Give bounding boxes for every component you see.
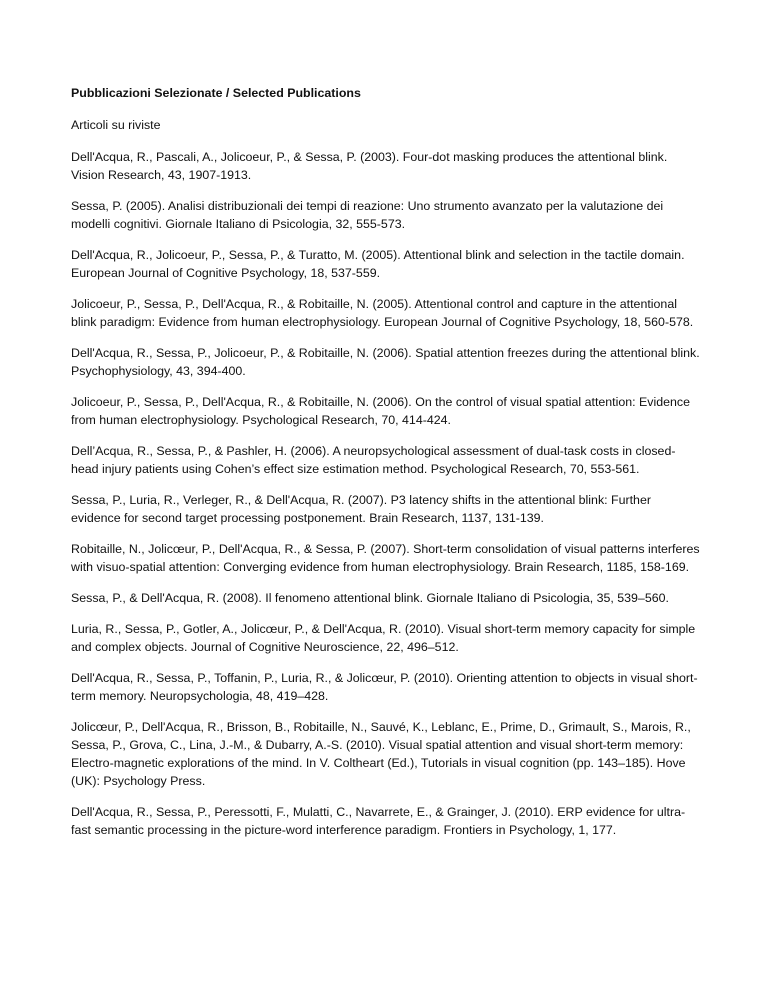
publication-entry: Jolicoeur, P., Sessa, P., Dell'Acqua, R., & Robitaille, N. (2006). On the control of visual spatial attention: Evidence from human electrophysiology. Psychological Research, 70, 414-424.	[71, 395, 691, 427]
section-title: Articoli su riviste	[71, 118, 161, 132]
publication-entry: Sessa, P. (2005). Analisi distribuzionali dei tempi di reazione: Uno strumento avanzato per la valutazione dei modelli cognitivi. Giornale Italiano di Psicologia, 32, 555-573.	[71, 199, 664, 231]
publication-entry: Sessa, P., & Dell'Acqua, R. (2008). Il fenomeno attentional blink. Giornale Italiano di Psicologia, 35, 539–560.	[71, 591, 669, 605]
publication-entry: Dell’Acqua, R., Sessa, P., & Pashler, H. (2006). A neuropsychological assessment of dual-task costs in closed-head injury patients using Cohen’s effect size estimation method. Psychological Research, 70, 553-561.	[71, 444, 676, 476]
document-page	[71, 84, 701, 852]
publication-entry: Dell'Acqua, R., Sessa, P., Jolicoeur, P., & Robitaille, N. (2006). Spatial attention freezes during the attentional blink. Psychophysiology, 43, 394-400.	[71, 346, 700, 378]
publication-entry: Jolicoeur, P., Sessa, P., Dell'Acqua, R., & Robitaille, N. (2005). Attentional control and capture in the attentional blink paradigm: Evidence from human electrophysiology. European Journal of Cognitive Psychology, 18, 560-578.	[71, 297, 694, 329]
page-title: Pubblicazioni Selezionate / Selected Publications	[71, 86, 361, 100]
publication-list	[71, 148, 701, 839]
publication-entry: Dell'Acqua, R., Sessa, P., Peressotti, F., Mulatti, C., Navarrete, E., & Grainger, J. (2010). ERP evidence for ultra-fast semantic processing in the picture-word interference paradigm. Frontiers in Psychology, 1, 177.	[71, 805, 686, 837]
publication-entry: Dell'Acqua, R., Pascali, A., Jolicoeur, P., & Sessa, P. (2003). Four-dot masking produces the attentional blink. Vision Research, 43, 1907-1913.	[71, 150, 668, 182]
publication-entry: Dell'Acqua, R., Jolicoeur, P., Sessa, P., & Turatto, M. (2005). Attentional blink and selection in the tactile domain. European Journal of Cognitive Psychology, 18, 537-559.	[71, 248, 685, 280]
publication-entry: Dell'Acqua, R., Sessa, P., Toffanin, P., Luria, R., & Jolicœur, P. (2010). Orienting attention to objects in visual short-term memory. Neuropsychologia, 48, 419–428.	[71, 671, 698, 703]
publication-entry: Sessa, P., Luria, R., Verleger, R., & Dell'Acqua, R. (2007). P3 latency shifts in the attentional blink: Further evidence for second target processing postponement. Brain Research, 1137, 131-139.	[71, 493, 651, 525]
publication-entry: Jolicœur, P., Dell'Acqua, R., Brisson, B., Robitaille, N., Sauvé, K., Leblanc, E., Prime, D., Grimault, S., Marois, R., Sessa, P., Grova, C., Lina, J.-M., & Dubarry, A.-S. (2010). Visual spatial attention and visual short-term memory: Electro-magnetic explorations of the mind. In V. Coltheart (Ed.), Tutorials in visual cognition (pp. 143–185). Hove (UK): Psychology Press.	[71, 720, 691, 788]
publication-entry: Robitaille, N., Jolicœur, P., Dell'Acqua, R., & Sessa, P. (2007). Short-term consolidation of visual patterns interferes with visuo-spatial attention: Converging evidence from human electrophysiology. Brain Research, 1185, 158-169.	[71, 542, 700, 574]
publication-entry: Luria, R., Sessa, P., Gotler, A., Jolicœur, P., & Dell'Acqua, R. (2010). Visual short-term memory capacity for simple and complex objects. Journal of Cognitive Neuroscience, 22, 496–512.	[71, 622, 696, 654]
